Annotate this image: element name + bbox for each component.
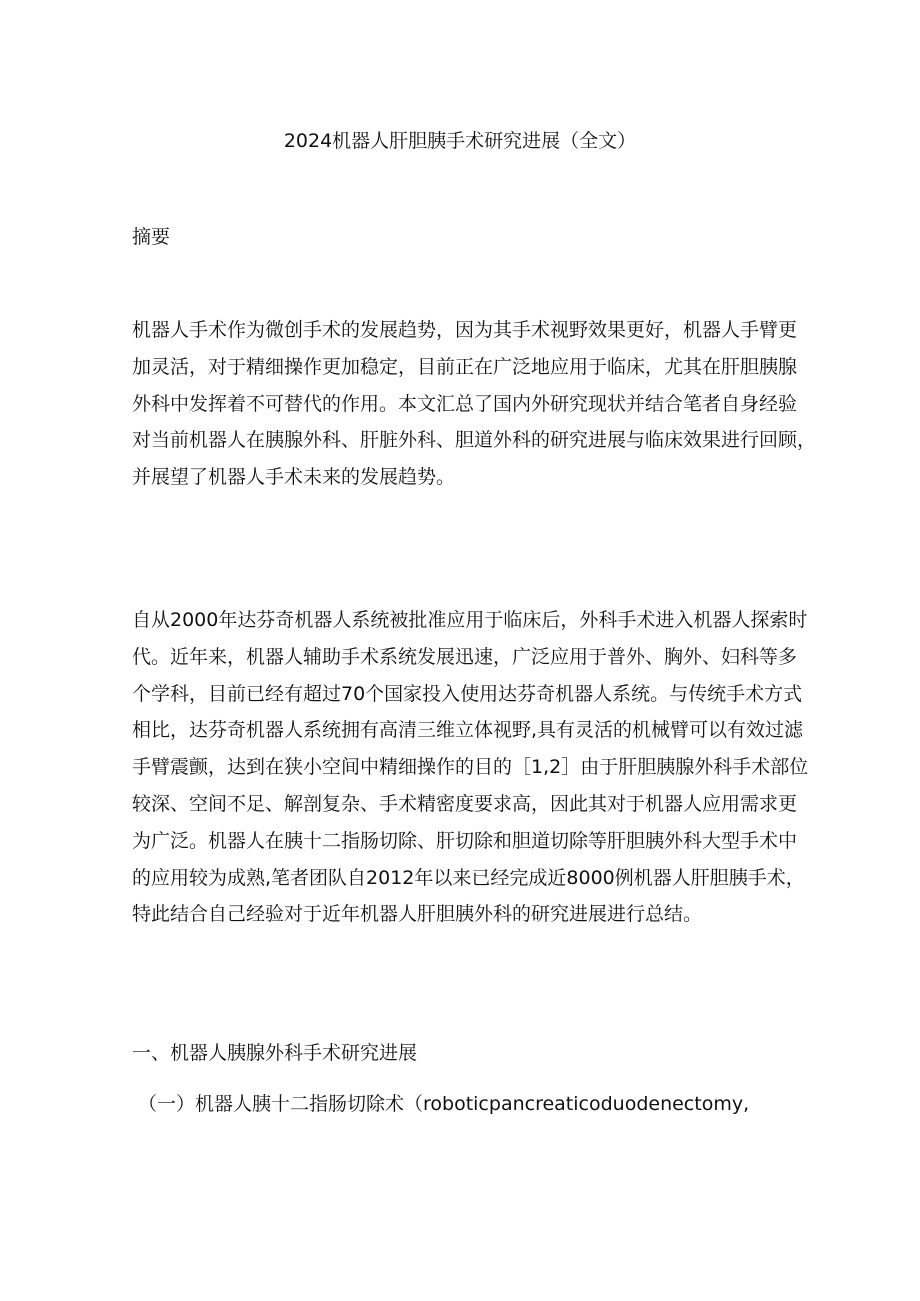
abstract-heading: 摘要 [132, 226, 171, 248]
subsection-heading: （一）机器人胰十二指肠切除术（roboticpancreaticoduodenectomy, [138, 1093, 750, 1115]
intro-line: 较深、空间不足、解剖复杂、手术精密度要求高，因此其对于机器人应用需求更 [132, 792, 798, 815]
intro-line: 自从2000年达芬奇机器人系统被批准应用于临床后，外科手术进入机器人探索时 [132, 609, 808, 631]
abstract-line: 机器人手术作为微创手术的发展趋势，因为其手术视野效果更好，机器人手臂更 [132, 319, 798, 341]
intro-line: 代。近年来，机器人辅助手术系统发展迅速，广泛应用于普外、胸外、妇科等多 [132, 645, 798, 668]
abstract-paragraph [132, 312, 817, 496]
intro-paragraph [132, 602, 809, 933]
document-title: 2024机器人肝胆胰手术研究进展（全文） [283, 130, 637, 152]
intro-line: 为广泛。机器人在胰十二指肠切除、肝切除和胆道切除等肝胆胰外科大型手术中 [132, 829, 798, 852]
abstract-line: 外科中发挥着不可替代的作用。本文汇总了国内外研究现状并结合笔者自身经验 [132, 392, 798, 415]
intro-line: 的应用较为成熟,笔者团队自2012年以来已经完成近8000例机器人肝胆胰手术， [132, 866, 805, 889]
abstract-line: 加灵活，对于精细操作更加稳定，目前正在广泛地应用于临床，尤其在肝胆胰腺 [132, 355, 798, 378]
intro-line: 相比，达芬奇机器人系统拥有高清三维立体视野,具有灵活的机械臂可以有效过滤 [132, 719, 804, 742]
intro-line: 特此结合自己经验对于近年机器人肝胆胰外科的研究进展进行总结。 [132, 903, 703, 926]
abstract-line: 并展望了机器人手术未来的发展趋势。 [132, 466, 456, 489]
intro-line: 手臂震颤，达到在狭小空间中精细操作的目的［1,2］由于肝胆胰腺外科手术部位 [132, 756, 809, 779]
section-heading: 一、机器人胰腺外科手术研究进展 [132, 1042, 418, 1064]
abstract-line: 对当前机器人在胰腺外科、肝脏外科、胆道外科的研究进展与临床效果进行回顾， [132, 429, 817, 452]
intro-line: 个学科，目前已经有超过70个国家投入使用达芬奇机器人系统。与传统手术方式 [132, 682, 803, 705]
